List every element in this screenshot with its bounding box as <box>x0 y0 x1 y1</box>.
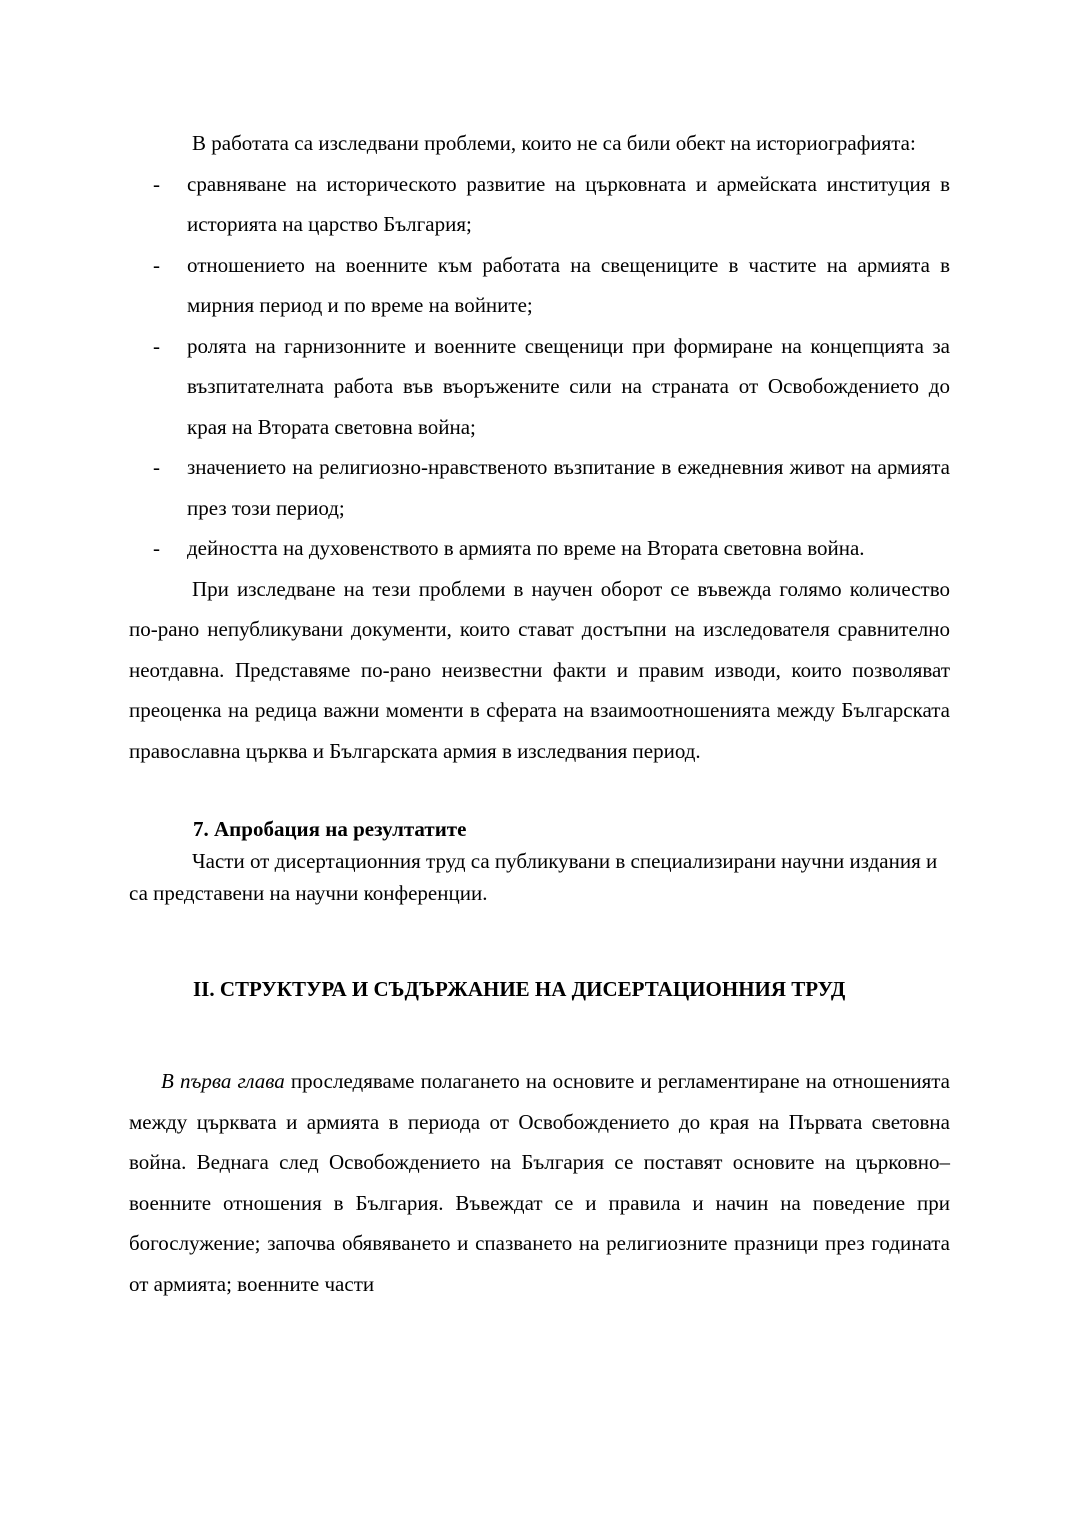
bullet-dash: - <box>153 171 160 196</box>
chapter-2-heading: II. СТРУКТУРА И СЪДЪРЖАНИЕ НА ДИСЕРТАЦИОННИЯ ТРУД <box>193 977 846 1001</box>
intro-paragraph: В работата са изследвани проблеми, които не са били обект на историографията: <box>192 131 916 155</box>
list-item <box>129 447 950 528</box>
list-item-text: отношението на военните към работата на свещениците в частите на армията в мирния период и по време на войните; <box>187 252 950 317</box>
section-7-heading: 7. Апробация на резултатите <box>193 817 467 841</box>
bullet-dash: - <box>153 333 160 358</box>
list-item-text: дейността на духовенството в армията по време на Втората световна война. <box>187 536 865 560</box>
chapter-2-text: проследяваме полагането на основите и регламентиране на отношенията между църквата и армията в периода от Освобождението до края на Първата световна война. Веднага след Освобождението на България се поставят основите на църковно–военните отношения в България. Въвеждат се и правила и начин на поведение при богослужение; започва обявяването и спазването на религиозните празници през годината от армията; военните части <box>129 1069 950 1296</box>
list-item <box>129 245 950 326</box>
list-item <box>129 528 950 569</box>
list-item-text: значението на религиозно-нравственото възпитание в ежедневния живот на армията през този период; <box>187 455 950 520</box>
section-7-paragraph: Части от дисертационния труд са публикувани в специализирани научни издания и са представени на научни конференции. <box>129 849 938 905</box>
bullet-dash: - <box>153 252 160 277</box>
list-item <box>129 326 950 448</box>
bullet-dash: - <box>153 455 160 479</box>
research-problems-list <box>129 164 950 569</box>
list-item <box>129 164 950 245</box>
list-item-text: ролята на гарнизонните и военните свещеници при формиране на концепцията за възпитателната работа във въоръжените сили на страната от Освобождението до края на Втората световна война; <box>187 333 950 439</box>
list-item-text: сравняване на историческото развитие на църковната и армейската институция в историята на царство България; <box>187 171 950 236</box>
research-paragraph: При изследване на тези проблеми в научен оборот се въвежда голямо количество по-рано непубликувани документи, които стават достъпни на изследователя сравнително неотдавна. Представяме по-рано неизвестни факти и правим изводи, които позволяват преоценка на редица важни моменти в сферата на взаимоотношенията между Българската православна църква и Българската армия в изследвания период. <box>129 576 950 763</box>
chapter-2-paragraph <box>129 1061 950 1304</box>
chapter-lead-italic: В първа глава <box>161 1069 285 1093</box>
document-page <box>129 123 950 1304</box>
bullet-dash: - <box>153 536 160 560</box>
